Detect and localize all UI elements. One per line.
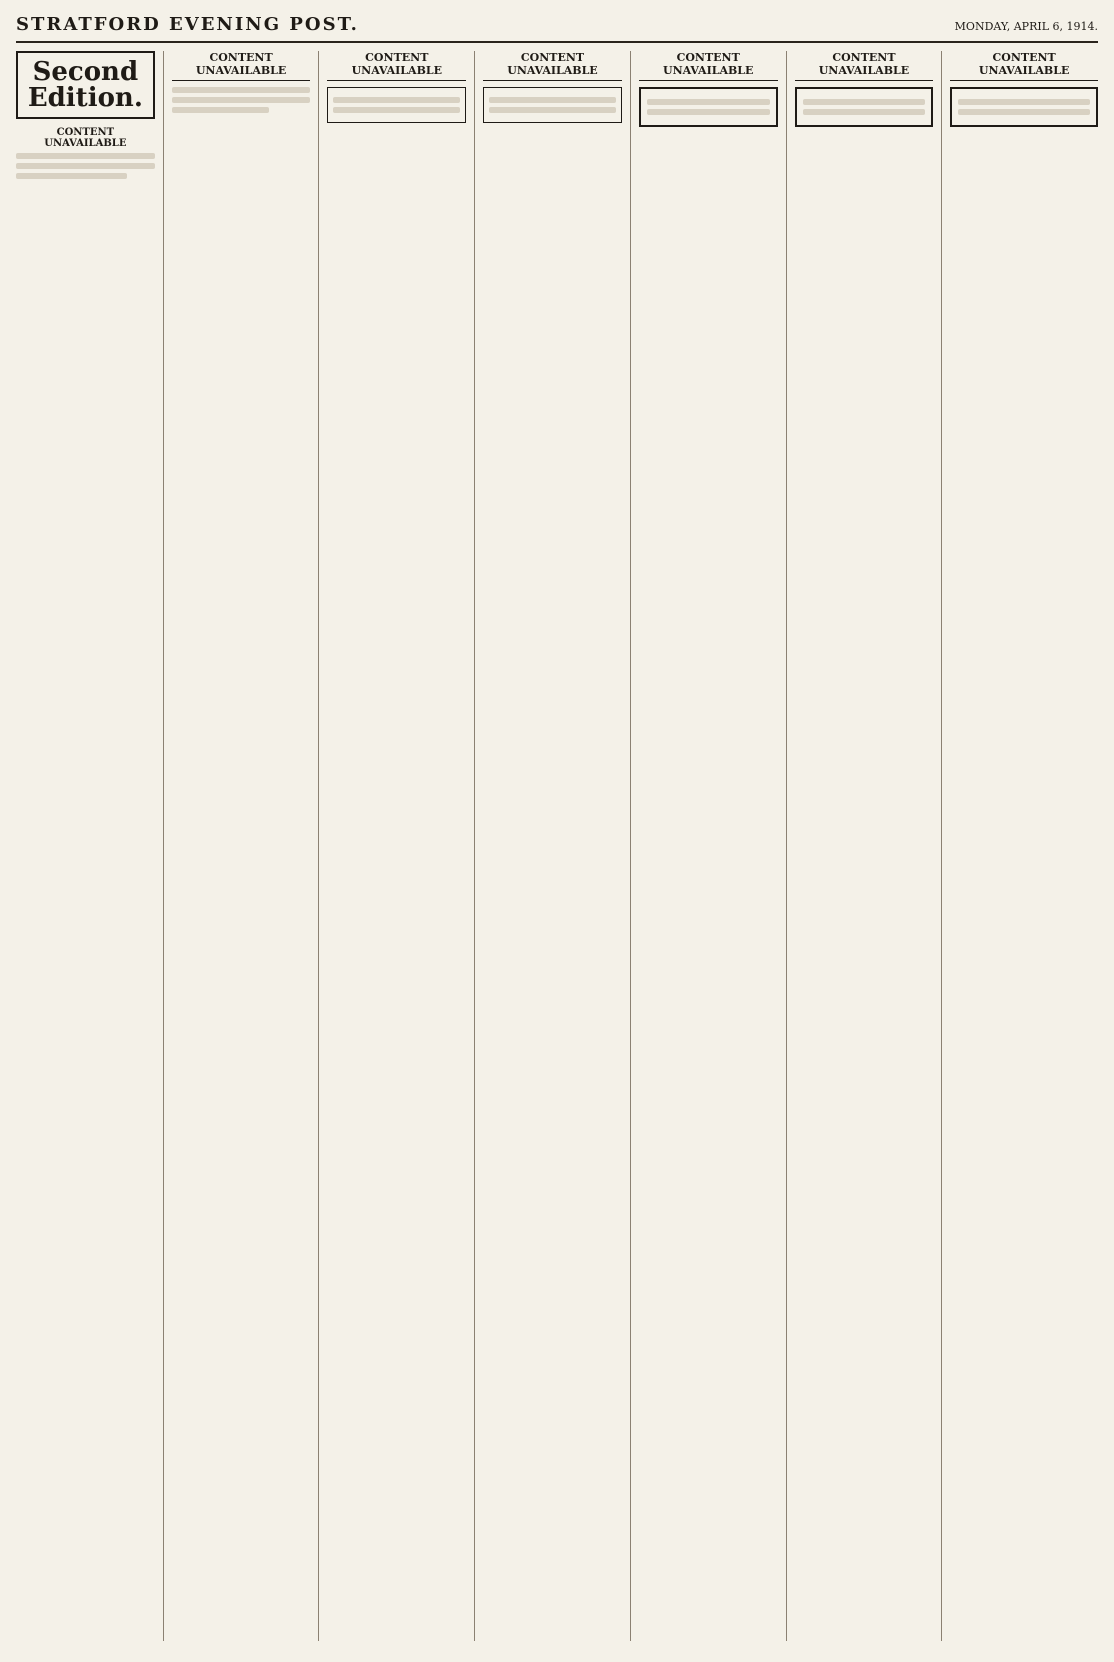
- newspaper-columns: [16, 51, 1098, 1641]
- column-4: [483, 51, 631, 1641]
- edition-banner: Second Edition.: [16, 51, 155, 119]
- column-header: CONTENT UNAVAILABLE: [795, 51, 934, 81]
- column-6: [795, 51, 943, 1641]
- column-header: CONTENT UNAVAILABLE: [327, 51, 466, 81]
- column-header: CONTENT UNAVAILABLE: [172, 51, 311, 81]
- column-header: CONTENT UNAVAILABLE: [639, 51, 778, 81]
- column-header: CONTENT UNAVAILABLE: [483, 51, 622, 81]
- column-3: [327, 51, 475, 1641]
- column-1: [16, 51, 164, 1641]
- column-7: [950, 51, 1098, 1641]
- paper-title: STRATFORD EVENING POST.: [16, 14, 359, 35]
- masthead: [16, 14, 1098, 43]
- article-title: CONTENT UNAVAILABLE: [44, 127, 127, 149]
- column-5: [639, 51, 787, 1641]
- article-body: [16, 153, 155, 179]
- dateline: MONDAY, APRIL 6, 1914.: [954, 20, 1098, 33]
- article: [16, 127, 155, 179]
- column-header: CONTENT UNAVAILABLE: [950, 51, 1098, 81]
- column-2: [172, 51, 320, 1641]
